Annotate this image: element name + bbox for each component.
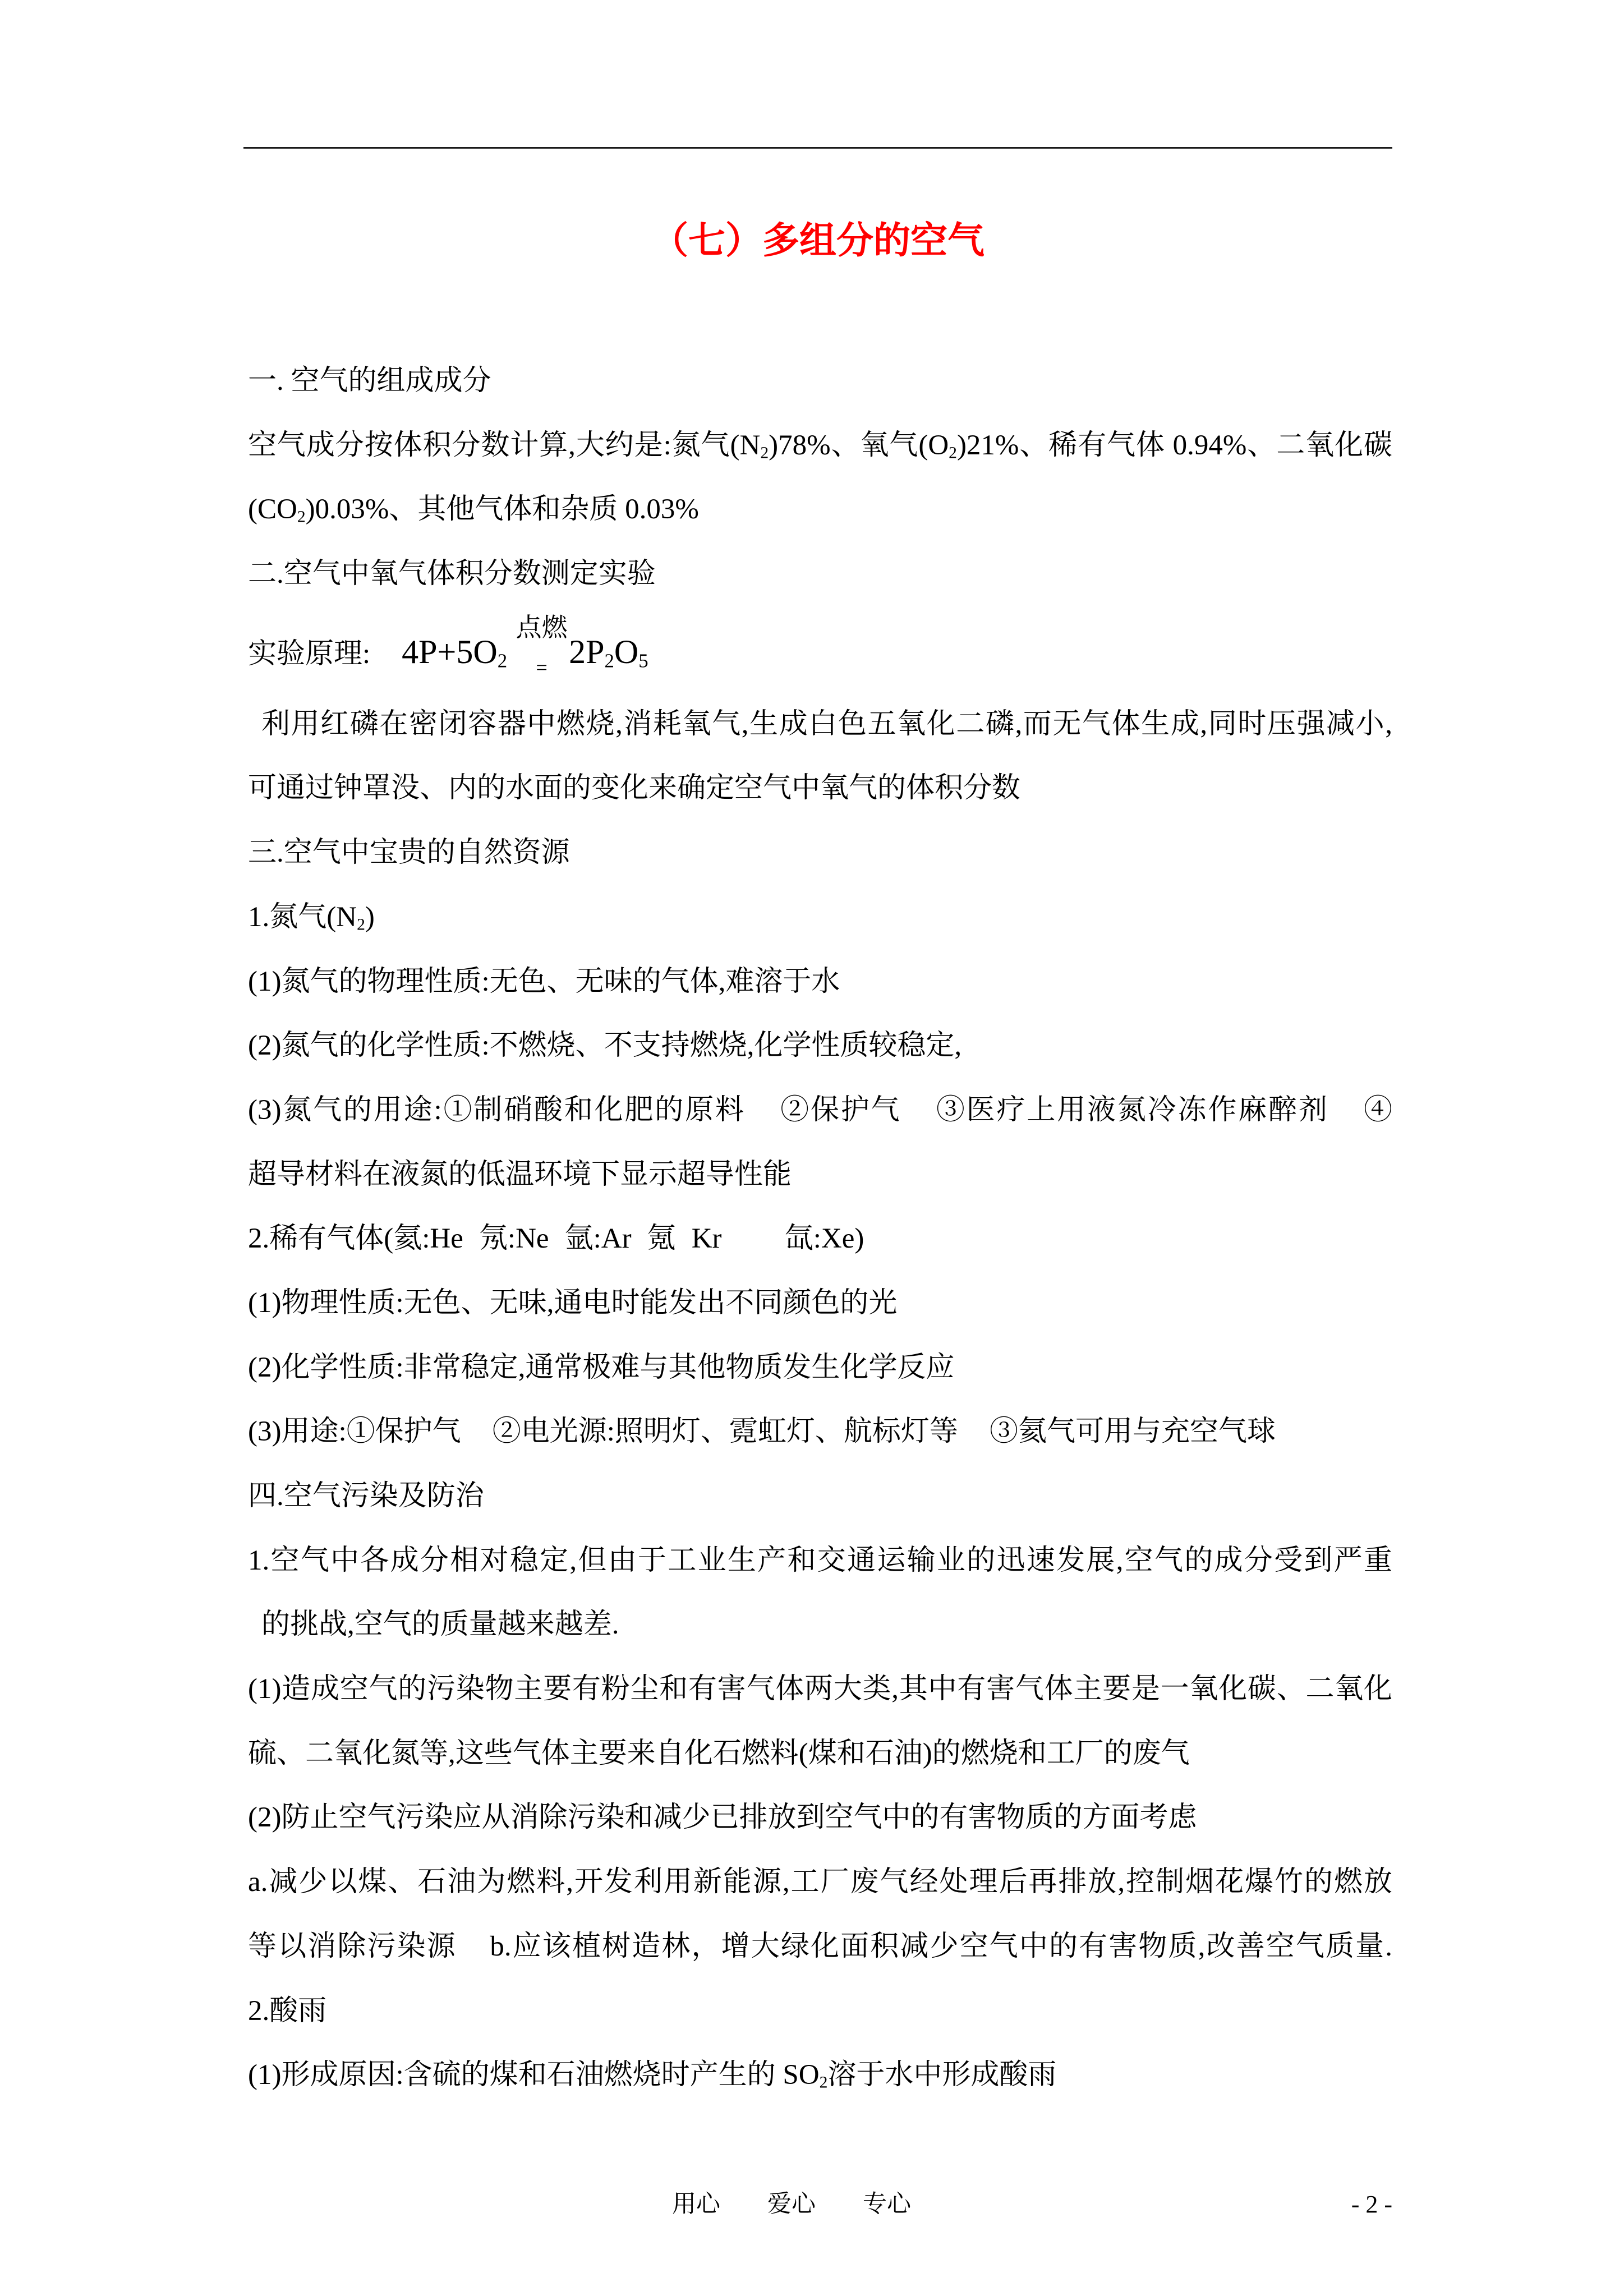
- list-item-line: 硫、二氧化氮等,这些气体主要来自化石燃料(煤和石油)的燃烧和工厂的废气: [248, 1737, 1190, 1769]
- footer-motto: [672, 2188, 958, 2221]
- text-run: 空气成分按体积分数计算,大约是:氮气(N: [248, 429, 761, 461]
- list-item-line: [248, 2043, 1392, 2108]
- subscript: 2: [949, 444, 957, 462]
- text-run: )0.03%、其他气体和杂质 0.03%: [305, 494, 699, 526]
- list-item-line: (3)用途:①保护气 ②电光源:照明灯、霓虹灯、航标灯等 ③氦气可用与充空气球: [248, 1416, 1276, 1448]
- section-heading: 三.空气中宝贵的自然资源: [248, 837, 570, 869]
- equation-products: [569, 633, 648, 670]
- reaction-condition: [514, 613, 569, 684]
- list-item-line: (2)防止空气污染应从消除污染和减少已排放到空气中的有害物质的方面考虑: [248, 1802, 1197, 1834]
- subscript: 2: [297, 508, 306, 526]
- subsection-heading: 2.稀有气体(氦:He 氖:Ne 氩:Ar 氪 Kr 氙:Xe): [248, 1223, 864, 1255]
- text-run: 1.氮气(N: [248, 901, 357, 933]
- section-heading: 四.空气污染及防治: [248, 1480, 484, 1512]
- list-item-line: 超导材料在液氮的低温环境下显示超导性能: [248, 1158, 792, 1190]
- motto-word: 爱心: [767, 2191, 816, 2217]
- subsection-heading: [248, 885, 1392, 950]
- header-rule: [243, 147, 1392, 149]
- list-item-line: 等以消除污染源 b.应该植树造林，增大绿化面积减少空气中的有害物质,改善空气质量.: [248, 1930, 1392, 1962]
- text-run: 溶于水中形成酸雨: [827, 2059, 1057, 2091]
- chemical-equation: [248, 606, 1392, 692]
- paragraph-line: 的挑战,空气的质量越来越差.: [261, 1609, 619, 1641]
- section-heading: 一. 空气的组成成分: [248, 365, 491, 397]
- paragraph-line: 可通过钟罩没、内的水面的变化来确定空气中氧气的体积分数: [248, 772, 1021, 804]
- paragraph-line: [248, 413, 1392, 478]
- list-item-line: a.减少以煤、石油为燃料,开发利用新能源,工厂废气经处理后再排放,控制烟花爆竹的燃放: [248, 1866, 1392, 1898]
- list-item-line: (2)氮气的化学性质:不燃烧、不支持燃烧,化学性质较稳定,: [248, 1030, 962, 1062]
- text-run: (CO: [248, 494, 297, 526]
- motto-word: 用心: [672, 2191, 720, 2217]
- list-item-line: (3)氮气的用途:①制硝酸和化肥的原料 ②保护气 ③医疗上用液氮冷冻作麻醉剂 ④: [248, 1094, 1392, 1126]
- page-title: （七）多组分的空气: [651, 219, 984, 262]
- list-item-line: (1)氮气的物理性质:无色、无味的气体,难溶于水: [248, 965, 840, 997]
- subsection-heading: 2.酸雨: [248, 1995, 327, 2027]
- section-heading: 二.空气中氧气体积分数测定实验: [248, 558, 656, 590]
- subscript: 2: [604, 650, 614, 672]
- page-number: - 2 -: [1351, 2191, 1392, 2218]
- text-run: (1)形成原因:含硫的煤和石油燃烧时产生的 SO: [248, 2059, 820, 2091]
- list-item-line: (2)化学性质:非常稳定,通常极难与其他物质发生化学反应: [248, 1351, 955, 1383]
- paragraph-line: 1.空气中各成分相对稳定,但由于工业生产和交通运输业的迅速发展,空气的成分受到严重: [248, 1544, 1392, 1576]
- subscript: 2: [760, 444, 769, 462]
- text-run: )78%、氧气(O: [769, 429, 949, 461]
- equation-label: 实验原理:: [248, 638, 371, 670]
- text-run: 2P: [569, 633, 605, 670]
- list-item-line: (1)造成空气的污染物主要有粉尘和有害气体两大类,其中有害气体主要是一氧化碳、二氧化: [248, 1673, 1392, 1705]
- subscript: 2: [357, 915, 365, 934]
- subscript: 5: [638, 650, 648, 672]
- text-run: )21%、稀有气体 0.94%、二氧化碳: [956, 429, 1392, 461]
- text-run: 4P+5O: [402, 633, 498, 670]
- text-run: O: [614, 633, 639, 670]
- motto-word: 专心: [863, 2191, 911, 2217]
- paragraph-line: 利用红磷在密闭容器中燃烧,消耗氧气,生成白色五氧化二磷,而无气体生成,同时压强减小,: [261, 708, 1392, 740]
- list-item-line: (1)物理性质:无色、无味,通电时能发出不同颜色的光: [248, 1287, 898, 1319]
- subscript: 2: [819, 2073, 828, 2092]
- condition-label: 点燃: [516, 613, 568, 642]
- subscript: 2: [497, 650, 508, 672]
- text-run: ): [365, 901, 375, 933]
- paragraph-line: [248, 477, 1392, 542]
- reaction-sign: =: [536, 656, 548, 679]
- document-body: [248, 349, 1392, 2108]
- equation-reactants: [402, 633, 507, 670]
